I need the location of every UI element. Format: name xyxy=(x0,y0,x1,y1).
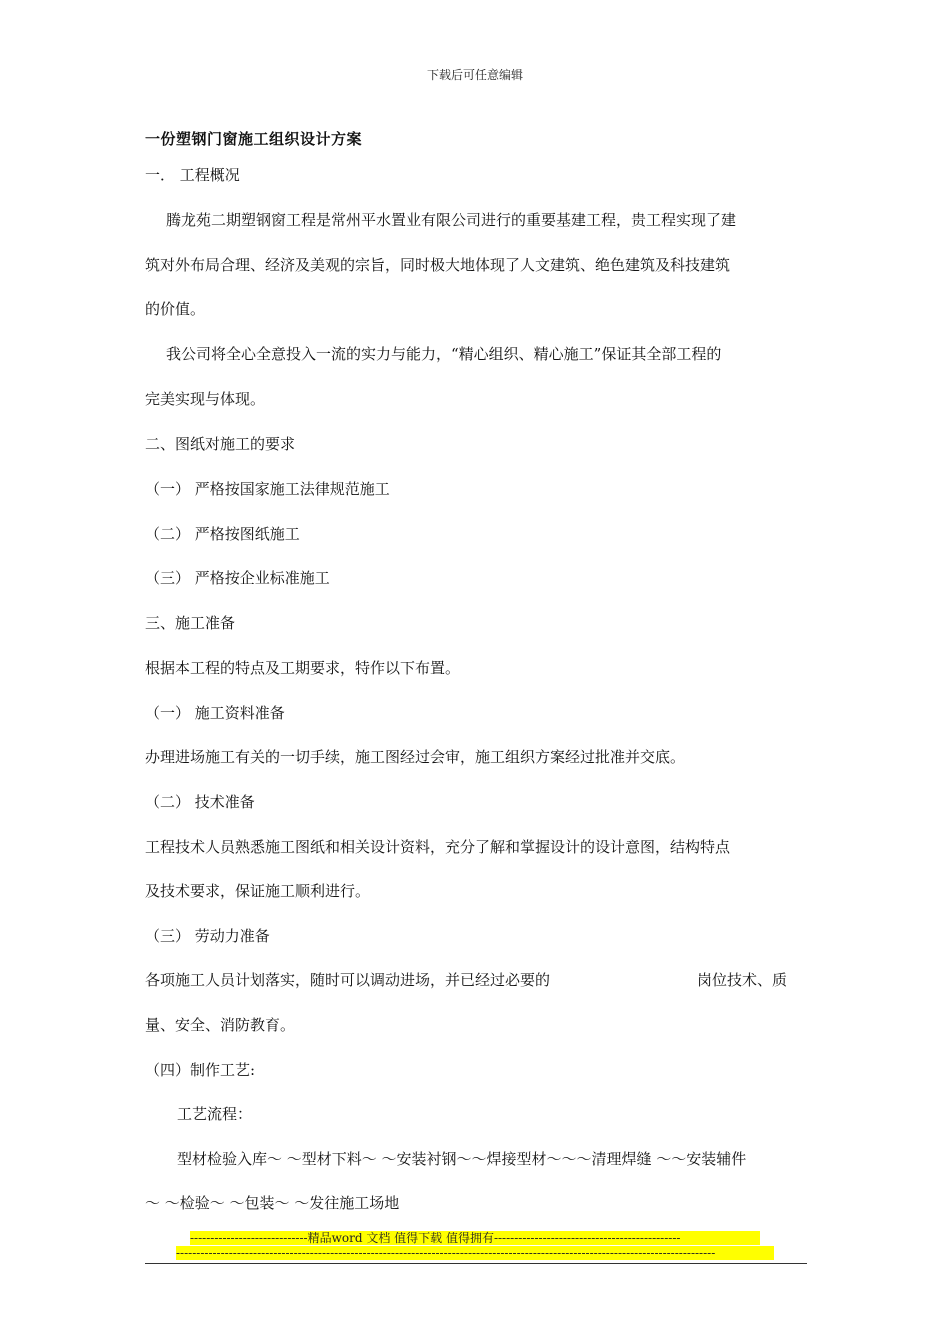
paragraph-line: 各项施工人员计划落实，随时可以调动进场，并已经过必要的 xyxy=(145,971,551,989)
paragraph-line: 工程技术人员熟悉施工图纸和相关设计资料，充分了解和掌握设计的设计意图，结构特点 xyxy=(145,838,731,856)
section-heading-1: 一． 工程概况 xyxy=(145,166,240,184)
paragraph-line: 筑对外布局合理、经济及美观的宗旨，同时极大地体现了人文建筑、绝色建筑及科技建筑 xyxy=(145,256,731,274)
paragraph-line: 办理进场施工有关的一切手续，施工图经过会审，施工组织方案经过批准并交底。 xyxy=(145,748,686,766)
section-heading-2: 二、图纸对施工的要求 xyxy=(145,435,296,453)
footer-banner: -----------------------------精品word 文档 值得下载 值得拥有---------------------------------------------- xyxy=(190,1231,760,1245)
paragraph-line-continued: 岗位技术、质 xyxy=(697,971,788,989)
subsection-heading: （一） 施工资料准备 xyxy=(145,704,285,722)
list-item: （三） 严格按企业标准施工 xyxy=(145,569,330,587)
subsection-heading: （二） 技术准备 xyxy=(145,793,255,811)
footer-rule xyxy=(145,1263,807,1264)
paragraph-line: 及技术要求，保证施工顺利进行。 xyxy=(145,882,371,900)
list-item: （二） 严格按图纸施工 xyxy=(145,525,300,543)
paragraph-line: 根据本工程的特点及工期要求，特作以下布置。 xyxy=(145,659,461,677)
paragraph-line: 的价值。 xyxy=(145,300,206,318)
document-title: 一份塑钢门窗施工组织设计方案 xyxy=(145,130,363,148)
subsection-heading: （四）制作工艺: xyxy=(145,1061,256,1079)
paragraph-line: 完美实现与体现。 xyxy=(145,390,266,408)
footer-banner-dashes: ------------------------------------------------------------------------------------------------------------------------------------- xyxy=(176,1246,774,1260)
page-header: 下载后可任意编辑 xyxy=(426,68,523,82)
paragraph-line: 量、安全、消防教育。 xyxy=(145,1016,296,1034)
subsection-heading: （三） 劳动力准备 xyxy=(145,927,270,945)
list-item: （一） 严格按国家施工法律规范施工 xyxy=(145,480,390,498)
process-label: 工艺流程： xyxy=(177,1105,253,1123)
process-flow-line: ～ ～检验～ ～包装～ ～发往施工场地 xyxy=(145,1194,400,1212)
paragraph-line: 腾龙苑二期塑钢窗工程是常州平水置业有限公司进行的重要基建工程，贵工程实现了建 xyxy=(166,211,737,229)
paragraph-line: 我公司将全心全意投入一流的实力与能力，“精心组织、精心施工”保证其全部工程的 xyxy=(166,345,722,363)
process-flow-line: 型材检验入库～ ～型材下料～ ～安装衬钢～～焊接型材～～～清理焊缝 ～～安装辅件 xyxy=(177,1150,747,1168)
section-heading-3: 三、施工准备 xyxy=(145,614,236,632)
